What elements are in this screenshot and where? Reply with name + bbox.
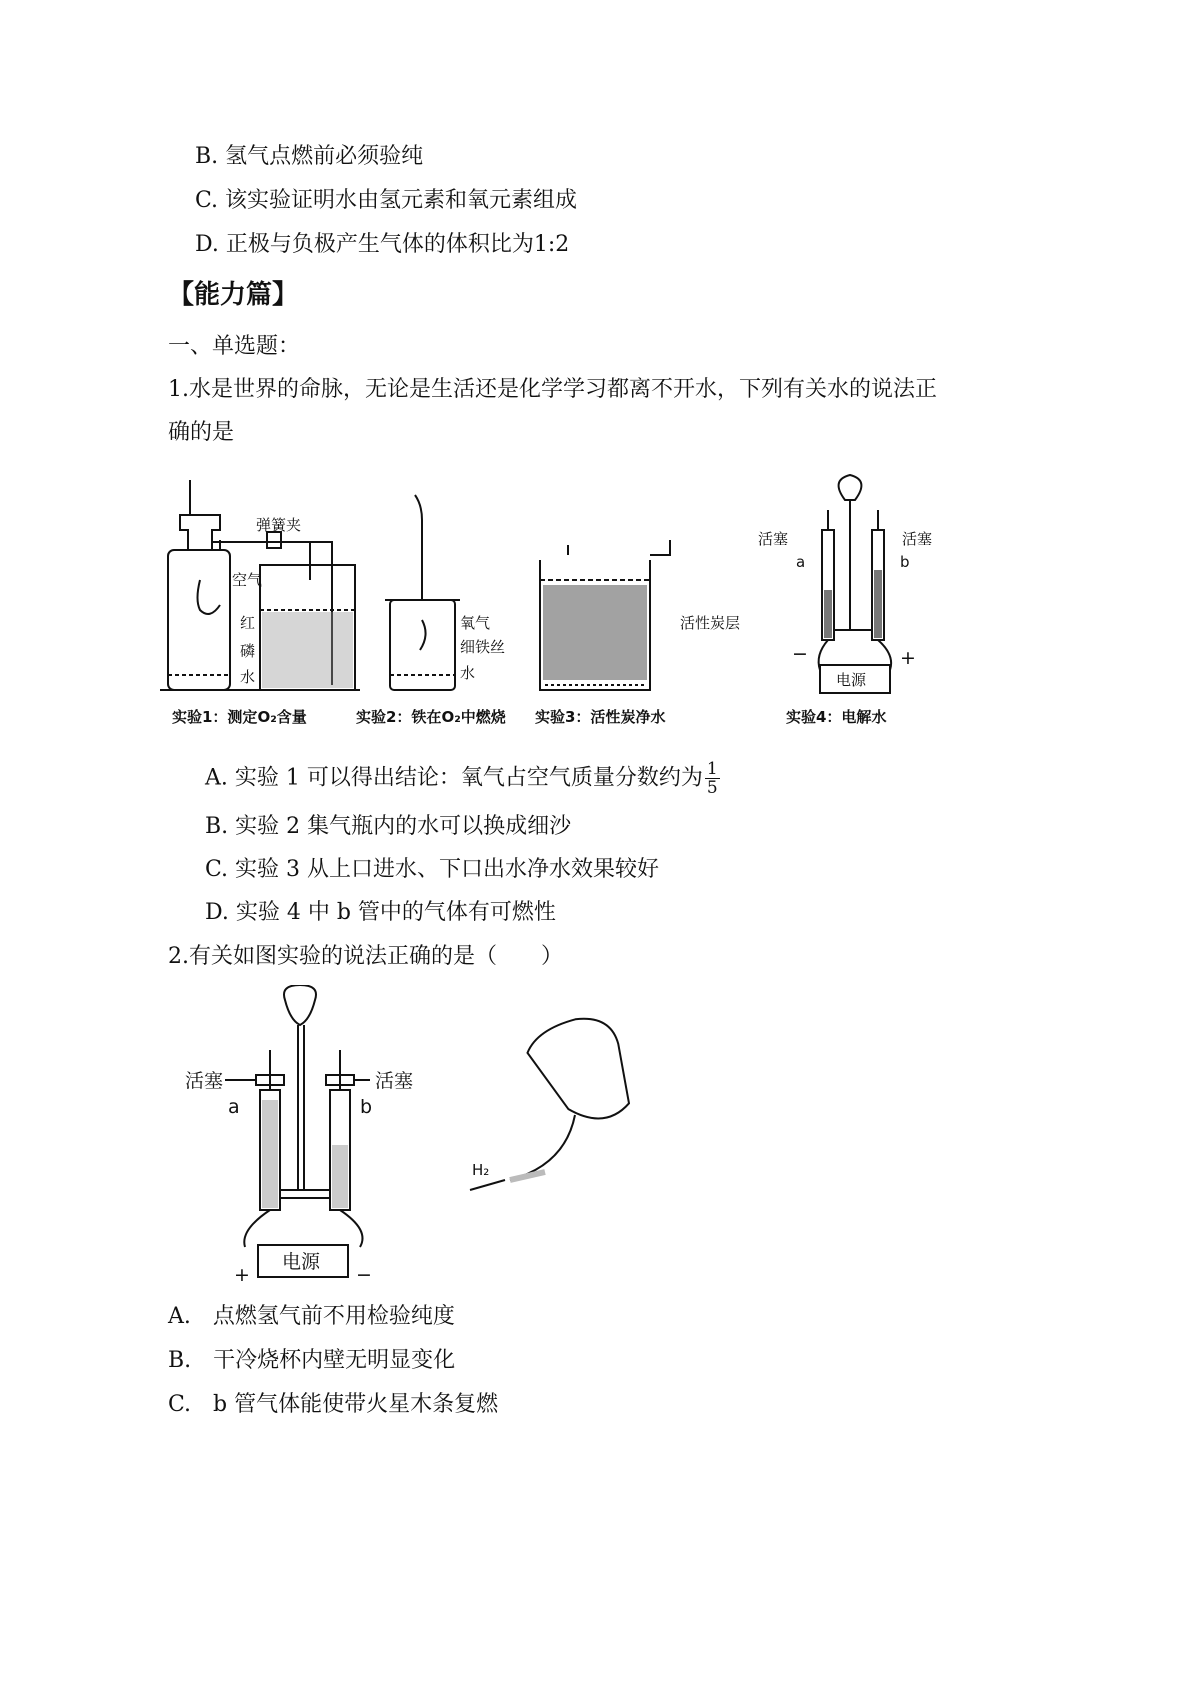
q2-label-a: a <box>228 1096 240 1118</box>
exp3-caption: 实验3：活性炭净水 <box>535 708 666 726</box>
q2-option-b: B. 干冷烧杯内壁无明显变化 <box>168 1348 456 1373</box>
option-d-top: D. 正极与负极产生气体的体积比为1:2 <box>195 232 570 257</box>
exp4-label-plus: + <box>900 647 916 669</box>
exp1-label-clip: 弹簧夹 <box>256 516 302 534</box>
q1-stem-line2: 确的是 <box>168 420 235 445</box>
q1-stem-line1: 1.水是世界的命脉，无论是生活还是化学学习都离不开水，下列有关水的说法正 <box>168 377 937 402</box>
exp1-label-water: 水 <box>240 668 256 686</box>
q2-label-valve-right: 活塞 <box>375 1070 414 1092</box>
exp1-caption: 实验1：测定O₂含量 <box>172 708 307 726</box>
fraction-denominator: 5 <box>706 778 718 798</box>
option-b-top: B. 氢气点燃前必须验纯 <box>195 144 424 169</box>
exp1-label-phos: 磷 <box>240 642 256 660</box>
q1-option-c: C. 实验 3 从上口进水、下口出水净水效果较好 <box>205 857 660 882</box>
q2-label-b: b <box>360 1096 373 1118</box>
q2-label-h2: H₂ <box>472 1161 490 1179</box>
q2-label-valve-left: 活塞 <box>185 1070 224 1092</box>
exp2-label-water: 水 <box>460 664 476 682</box>
exp4-label-a: a <box>796 553 806 571</box>
exp1-label-red: 红 <box>240 614 256 632</box>
exp4-label-valve-right: 活塞 <box>902 530 933 548</box>
exp3-label-charcoal: 活性炭层 <box>680 614 741 632</box>
option-c-top: C. 该实验证明水由氢元素和氧元素组成 <box>195 188 578 213</box>
q1-option-a-text: A. 实验 1 可以得出结论：氧气占空气质量分数约为 <box>205 765 703 791</box>
q2-option-c: C. b 管气体能使带火星木条复燃 <box>168 1392 499 1417</box>
q2-label-power: 电源 <box>282 1251 321 1273</box>
q1-option-d: D. 实验 4 中 b 管中的气体有可燃性 <box>205 900 556 925</box>
exp1-label-air: 空气 <box>232 571 263 589</box>
subsection-title: 一、单选题： <box>168 334 301 359</box>
q1-option-a-fraction <box>705 760 720 797</box>
q2-option-a: A. 点燃氢气前不用检验纯度 <box>168 1304 455 1329</box>
q2-label-minus: − <box>356 1264 372 1285</box>
exp2-label-oxygen: 氧气 <box>460 614 491 632</box>
section-title: 【能力篇】 <box>168 280 299 310</box>
exp2-caption: 实验2：铁在O₂中燃烧 <box>356 708 506 726</box>
exp4-label-b: b <box>900 553 910 571</box>
exp4-label-valve-left: 活塞 <box>758 530 789 548</box>
q1-option-b: B. 实验 2 集气瓶内的水可以换成细沙 <box>205 814 572 839</box>
exp2-label-wire: 细铁丝 <box>460 638 506 656</box>
exp4-label-power: 电源 <box>836 671 867 689</box>
q2-figure <box>170 985 670 1285</box>
exp4-caption: 实验4：电解水 <box>786 708 887 726</box>
exp4-label-minus: − <box>792 643 808 665</box>
fraction-numerator: 1 <box>706 759 718 779</box>
q2-label-plus: + <box>234 1264 250 1285</box>
q2-stem: 2.有关如图实验的说法正确的是（ ） <box>168 944 563 969</box>
q1-experiments-figure <box>160 460 960 740</box>
q1-option-a <box>205 760 720 797</box>
